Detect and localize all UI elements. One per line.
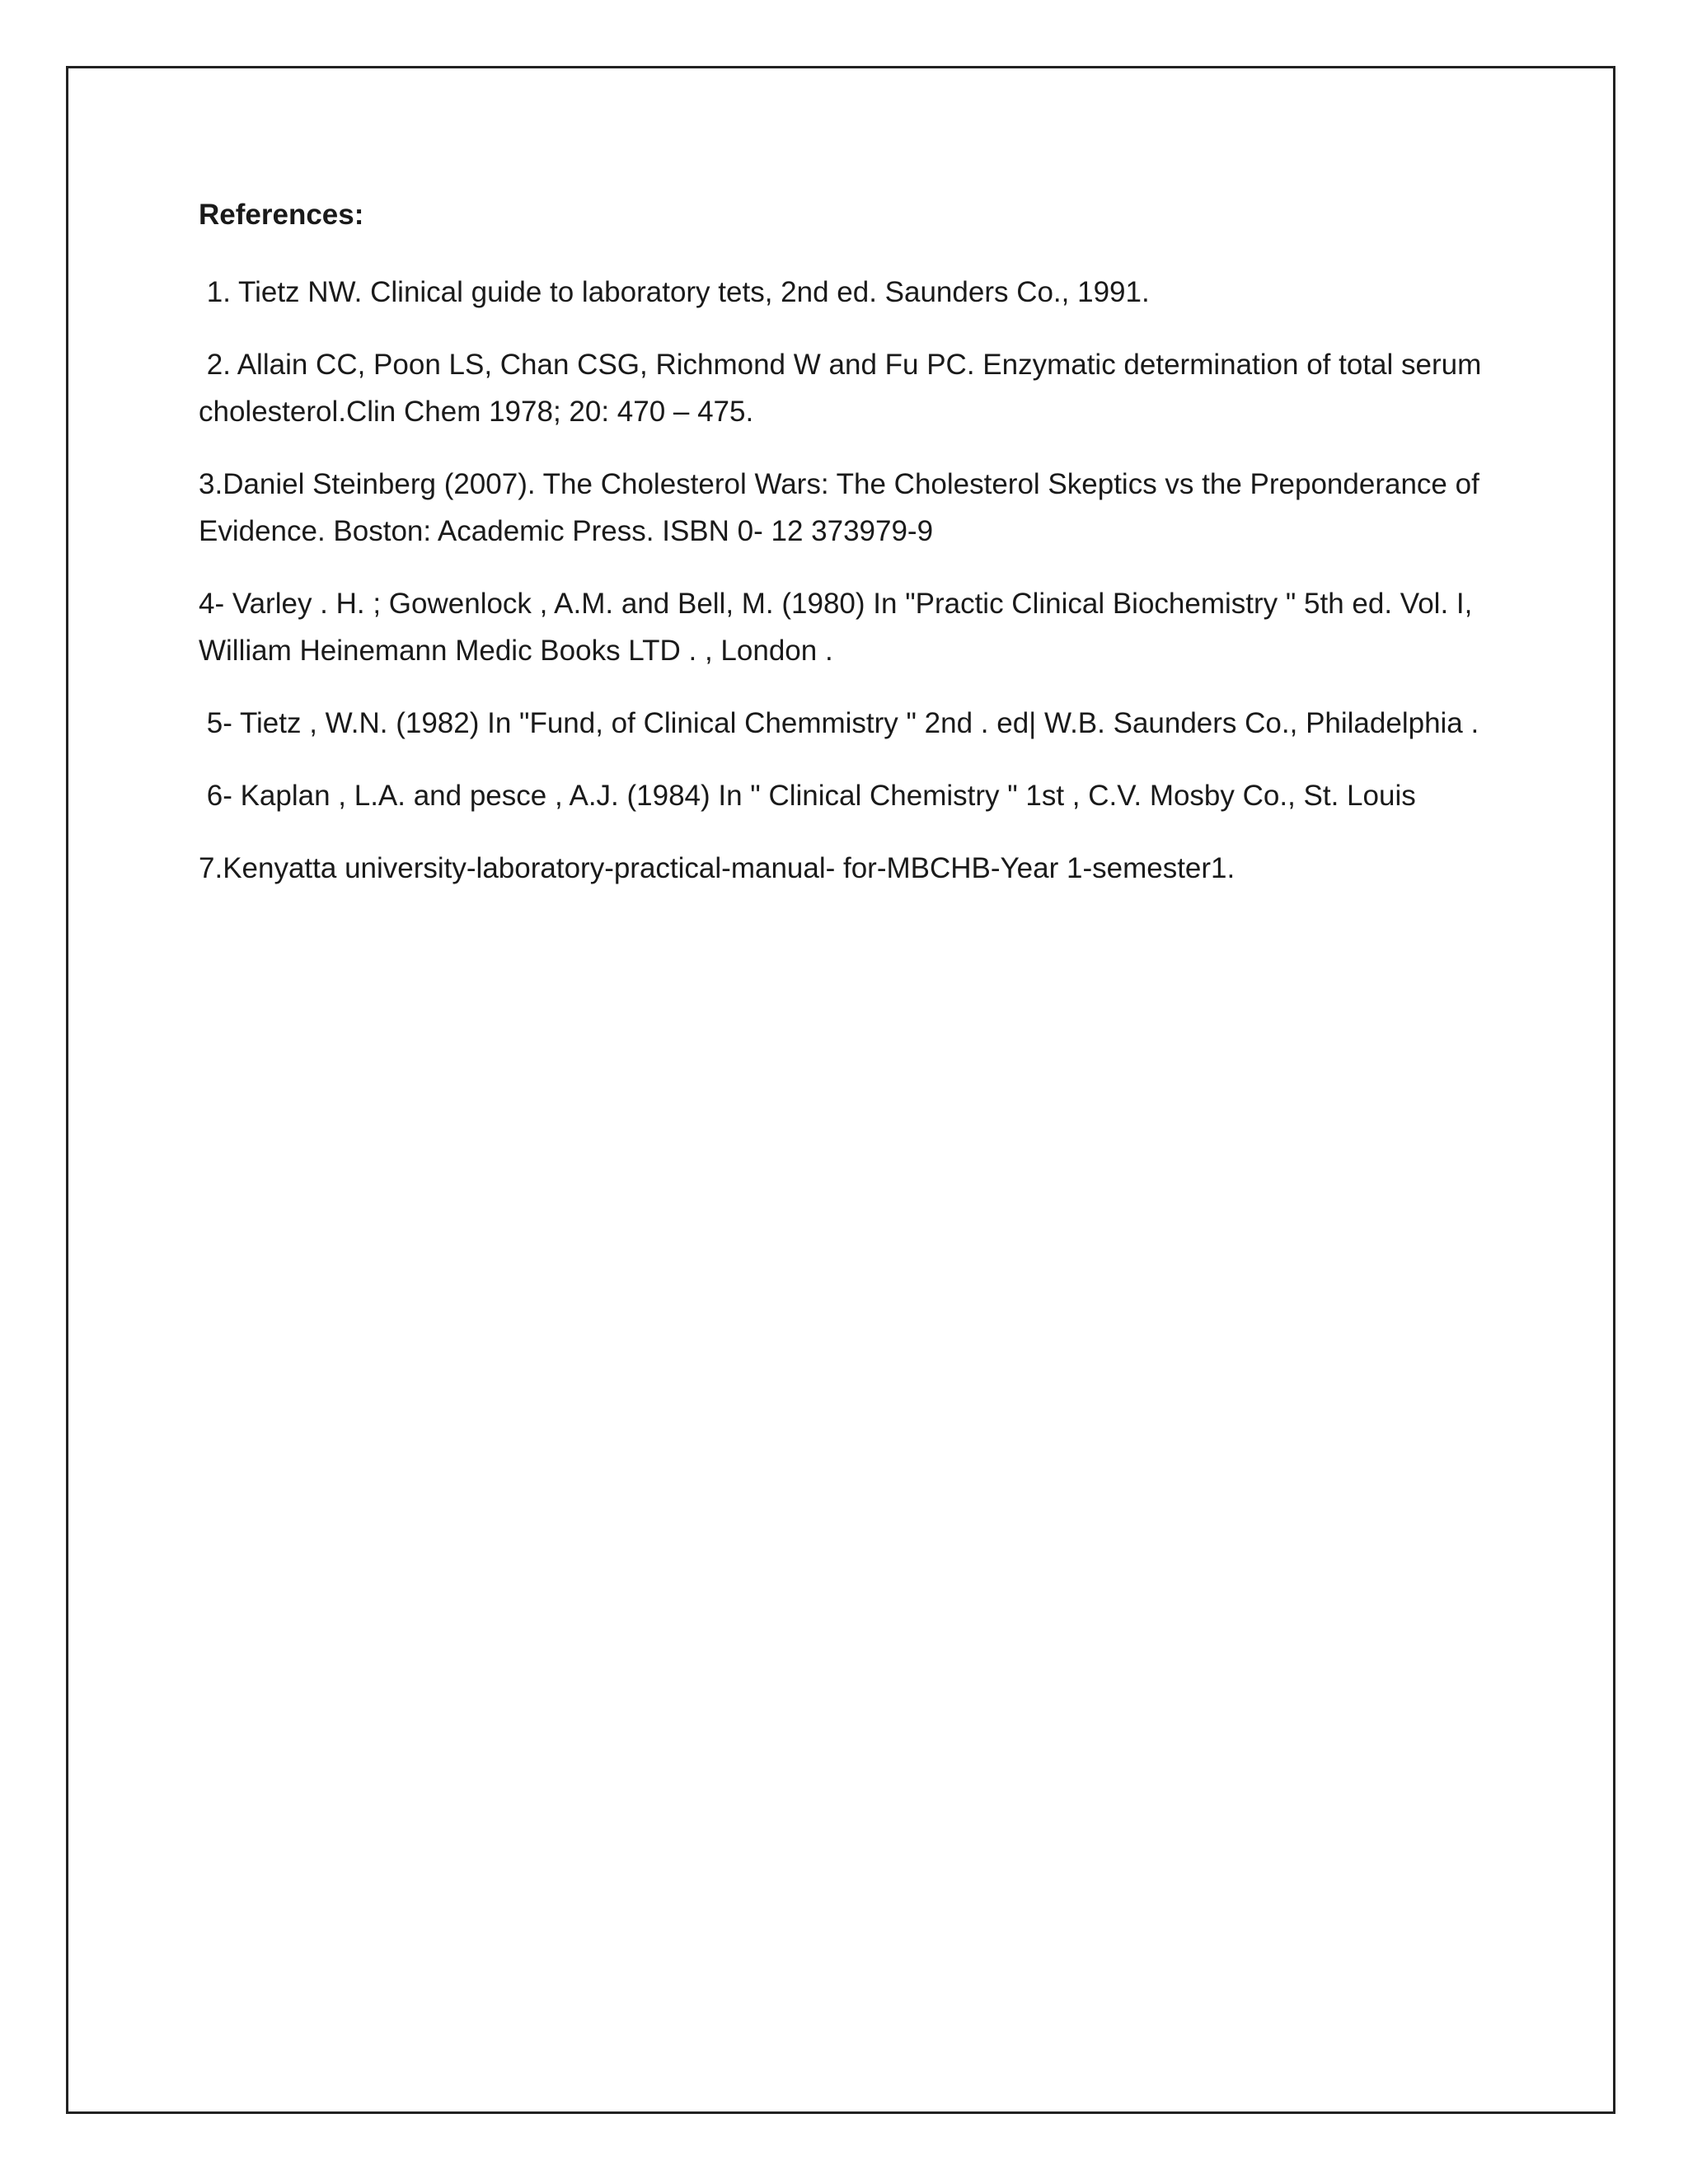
references-list [199,269,1489,892]
references-section [199,198,1489,917]
reference-item: 4- Varley . H. ; Gowenlock , A.M. and Bell, M. (1980) In "Practic Clinical Biochemistry " 5th ed. Vol. I, William Heinemann Medic Books LTD . , London . [199,588,1481,667]
reference-item: 7.Kenyatta university-laboratory-practical-manual- for-MBCHB-Year 1-semester1. [199,852,1236,884]
references-heading: References: [199,199,364,231]
reference-item: 2. Allain CC, Poon LS, Chan CSG, Richmond W and Fu PC. Enzymatic determination of total serum cholesterol.Clin Chem 1978; 20: 470 – 475. [199,349,1489,428]
reference-item: 3.Daniel Steinberg (2007). The Cholesterol Wars: The Cholesterol Skeptics vs the Preponderance of Evidence. Boston: Academic Press. ISBN 0- 12 373979-9 [199,468,1488,547]
reference-item: 1. Tietz NW. Clinical guide to laboratory tets, 2nd ed. Saunders Co., 1991. [199,276,1150,308]
reference-item: 5- Tietz , W.N. (1982) In "Fund, of Clinical Chemmistry " 2nd . ed| W.B. Saunders Co., Philadelphia . [199,707,1479,739]
reference-item: 6- Kaplan , L.A. and pesce , A.J. (1984) In " Clinical Chemistry " 1st , C.V. Mosby Co., St. Louis [199,780,1416,812]
